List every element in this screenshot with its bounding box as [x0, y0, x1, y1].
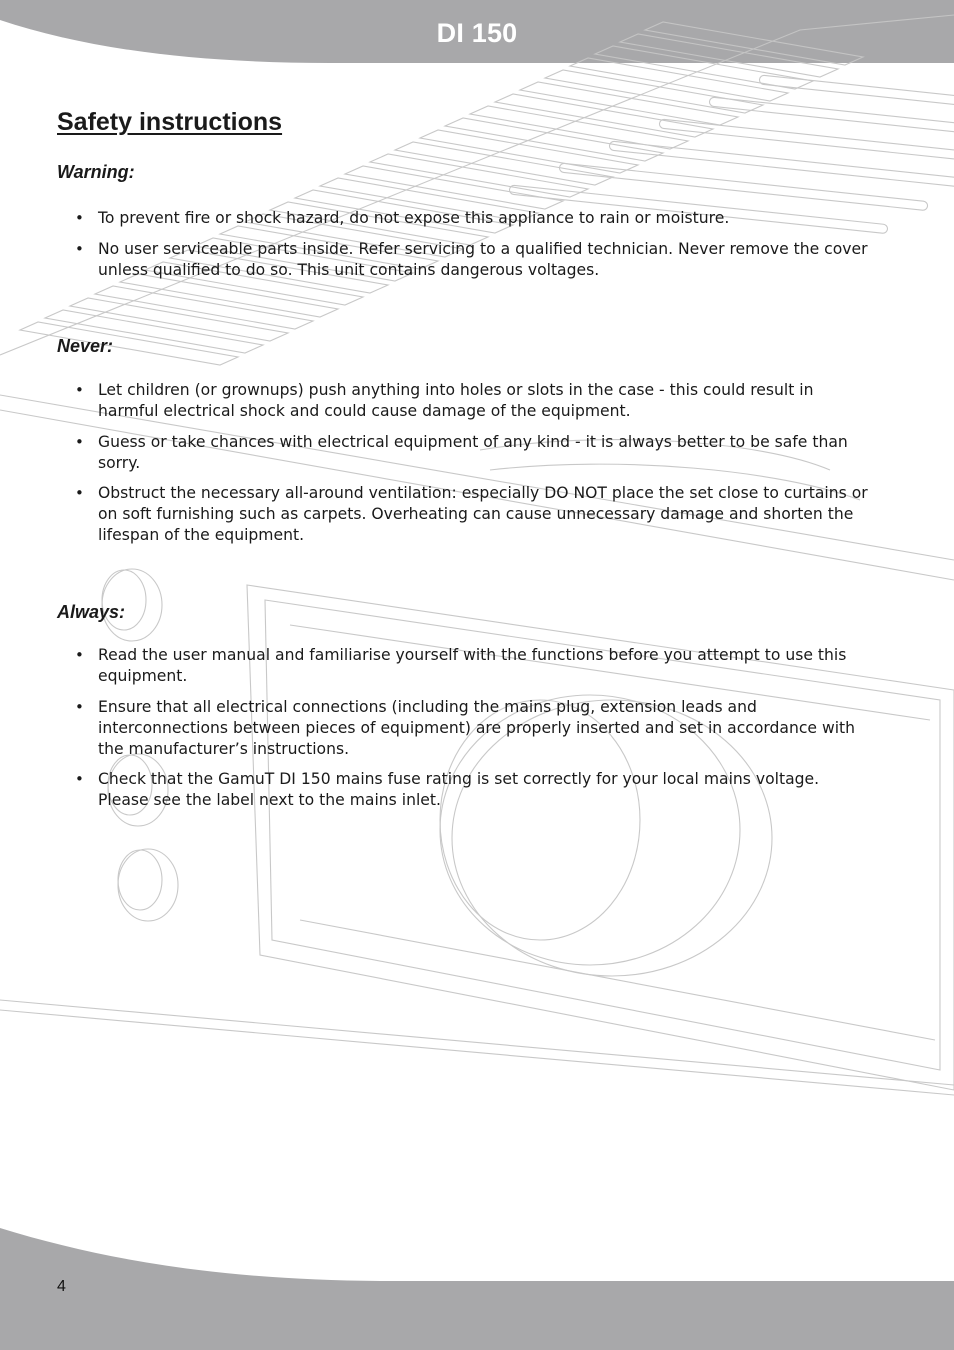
bullet-icon: •: [75, 770, 84, 788]
vent-slot: [709, 97, 954, 141]
section-heading-warning: Warning:: [57, 162, 135, 182]
vent-fin: [20, 322, 238, 365]
list-item-text: Check that the GamuT DI 150 mains fuse rating is set correctly for your local mains voltage. Please see the label next to the mains inlet.: [98, 770, 820, 809]
list-item-text: Obstruct the necessary all-around ventilation: especially DO NOT place the set close to curtains or on soft furnishing such as carpets. Overheating can cause unnecessary damage and shorten the lifespan of the equipment.: [98, 484, 868, 544]
warning-list: [57, 208, 872, 290]
page-number: 4: [57, 1278, 66, 1295]
vent-slot: [559, 163, 928, 211]
section-heading-never: Never:: [57, 336, 114, 356]
bullet-icon: •: [75, 381, 84, 399]
list-item: [57, 239, 872, 281]
bullet-icon: •: [75, 697, 84, 716]
vent-fin: [470, 106, 688, 149]
vent-fin: [520, 82, 738, 125]
list-item-text: No user serviceable parts inside. Refer servicing to a qualified technician. Never remove the cover unless qualified to do so. This unit contains dangerous voltages.: [98, 239, 868, 279]
vent-fin: [95, 286, 313, 329]
list-item-text: Read the user manual and familiarise yourself with the functions before you attempt to use this equipment.: [98, 646, 847, 685]
list-item: [57, 208, 872, 229]
vent-fin: [545, 70, 763, 113]
vent-fin: [445, 118, 663, 161]
vent-fin: [395, 142, 613, 185]
vent-fin: [70, 298, 288, 341]
section-heading-always: Always:: [57, 602, 126, 622]
page-title: Safety instructions: [57, 108, 283, 136]
list-item-text: Guess or take chances with electrical equipment of any kind - it is always better to be safe than sorry.: [98, 432, 848, 472]
list-item: [57, 483, 872, 546]
always-list: [57, 645, 872, 821]
never-list: [57, 380, 872, 556]
list-item: [57, 380, 872, 422]
bullet-icon: •: [75, 209, 84, 227]
list-item: [57, 769, 872, 811]
footer-band: [0, 1228, 954, 1350]
bullet-icon: •: [75, 432, 84, 451]
list-item: [57, 432, 872, 474]
list-item-text: Ensure that all electrical connections (including the mains plug, extension leads and interconnections between pieces of equipment) are properly inserted and set in accordance with the manufacturer’s instructions.: [98, 697, 856, 758]
bullet-icon: •: [75, 646, 84, 664]
list-item-text: Let children (or grownups) push anything into holes or slots in the case - this could result in harmful electrical shock and could cause damage of the equipment.: [98, 381, 814, 420]
vent-slot: [659, 119, 954, 165]
document-header-title: DI 150: [436, 18, 518, 48]
bullet-icon: •: [75, 239, 84, 258]
list-item: [57, 697, 872, 760]
bullet-icon: •: [75, 484, 84, 502]
vent-slot: [609, 141, 954, 188]
list-item: [57, 645, 872, 687]
vent-fin: [420, 130, 638, 173]
list-item-text: To prevent fire or shock hazard, do not expose this appliance to rain or moisture.: [98, 209, 730, 227]
